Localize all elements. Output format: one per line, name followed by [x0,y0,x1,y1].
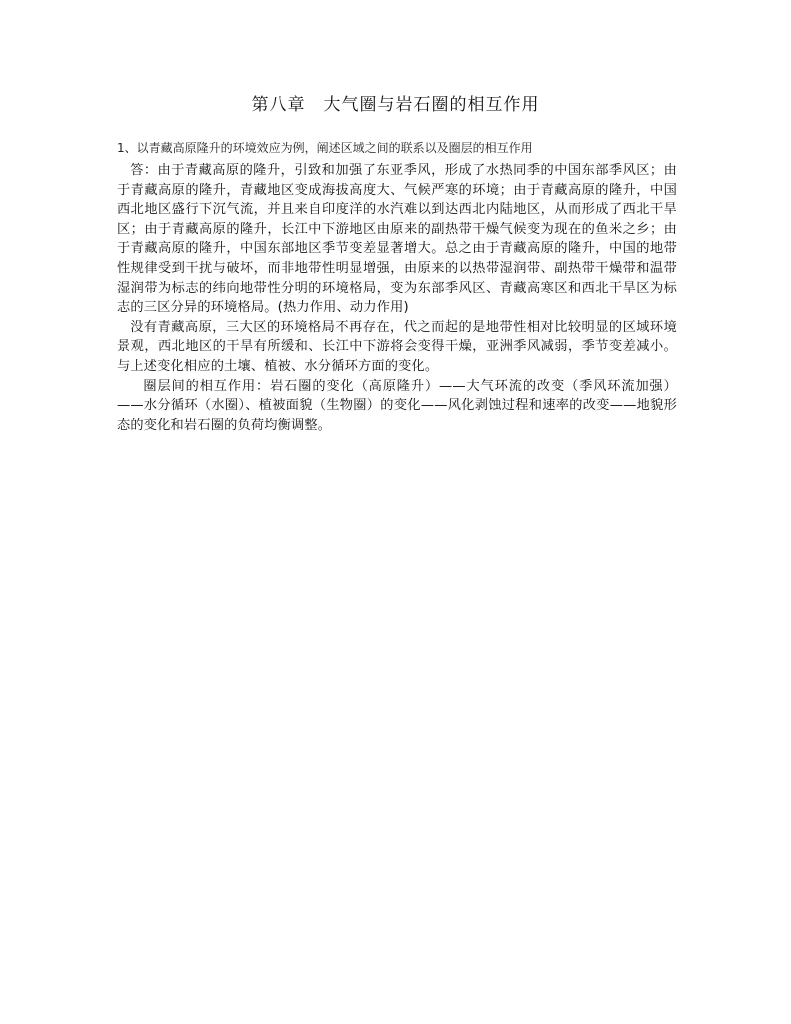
answer-paragraph: 答：由于青藏高原的隆升，引致和加强了东亚季风，形成了水热同季的中国东部季风区；由于青藏高原的隆升，青藏地区变成海拔高度大、气候严寒的环境；由于青藏高原的隆升，中国西北地区盛行下沉气流，并且来自印度洋的水汽难以到达西北内陆地区，从而形成了西北干旱区；由于青藏高原的隆升，长江中下游地区由原来的副热带干燥气候变为现在的鱼米之乡；由于青藏高原的隆升，中国东部地区季节变差显著增大。总之由于青藏高原的隆升，中国的地带性规律受到干扰与破坏，而非地带性明显增强，由原来的以热带湿润带、副热带干燥带和温带湿润带为标志的纬向地带性分明的环境格局，变为东部季风区、青藏高寒区和西北干旱区为标志的三区分异的环境格局。(热力作用、动力作用) [117,163,677,316]
no-plateau-paragraph: 没有青藏高原，三大区的环境格局不再存在，代之而起的是地带性相对比较明显的区域环境景观，西北地区的干旱有所缓和、长江中下游将会变得干燥，亚洲季风减弱，季节变差减小。与上述变化相应的土壤、植被、水分循环方面的变化。 [117,319,677,374]
answer-body [117,161,677,435]
chapter-title: 第八章 大气圈与岩石圈的相互作用 [251,95,540,115]
question-text: 1、以青藏高原隆升的环境效应为例，阐述区域之间的联系以及圈层的相互作用 [117,141,533,155]
sphere-interaction-paragraph: 圈层间的相互作用：岩石圈的变化（高原隆升）——大气环流的改变（季风环流加强）——水分循环（水圈）、植被面貌（生物圈）的变化——风化剥蚀过程和速率的改变——地貌形态的变化和岩石圈的负荷均衡调整。 [117,378,677,433]
